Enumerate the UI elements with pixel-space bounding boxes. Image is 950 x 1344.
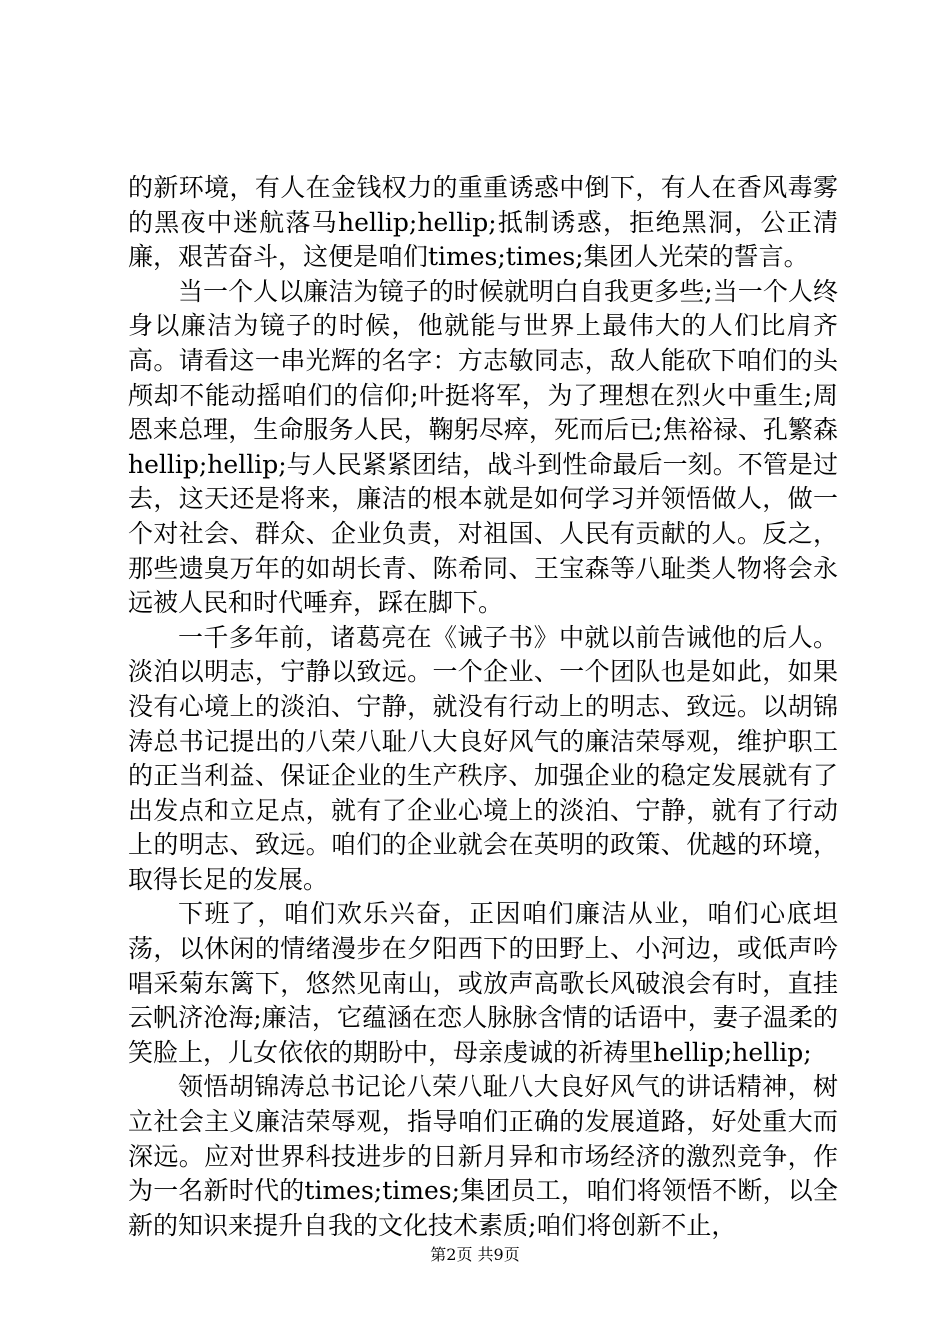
- page-number-footer: 第2页 共9页: [430, 1245, 520, 1264]
- paragraph-1: 的新环境，有人在金钱权力的重重诱惑中倒下，有人在香风毒雾的黑夜中迷航落马hellip;hellip;抵制诱惑，拒绝黑洞，公正清廉，艰苦奋斗，这便是咱们times;times;集团人光荣的誓言。: [128, 173, 838, 272]
- paragraph-2: 当一个人以廉洁为镜子的时候就明白自我更多些;当一个人终身以廉洁为镜子的时候，他就能与世界上最伟大的人们比肩齐高。请看这一串光辉的名字：方志敏同志，敌人能砍下咱们的头颅却不能动摇咱们的信仰;叶挺将军，为了理想在烈火中重生;周恩来总理，生命服务人民，鞠躬尽瘁，死而后已;焦裕禄、孔繁森hellip;hellip;与人民紧紧团结，战斗到性命最后一刻。不管是过去，这天还是将来，廉洁的根本就是如何学习并领悟做人，做一个对社会、群众、企业负责，对祖国、人民有贡献的人。反之，那些遗臭万年的如胡长青、陈希同、王宝森等八耻类人物将会永远被人民和时代唾弃，踩在脚下。: [128, 276, 838, 618]
- paragraph-4: 下班了，咱们欢乐兴奋，正因咱们廉洁从业，咱们心底坦荡，以休闲的情绪漫步在夕阳西下的田野上、小河边，或低声吟唱采菊东篱下，悠然见南山，或放声高歌长风破浪会有时，直挂云帆济沧海;廉洁，它蕴涵在恋人脉脉含情的话语中，妻子温柔的笑脸上，儿女依依的期盼中，母亲虔诚的祈祷里hellip;hellip;: [128, 899, 838, 1067]
- paragraph-5: 领悟胡锦涛总书记论八荣八耻八大良好风气的讲话精神，树立社会主义廉洁荣辱观，指导咱们正确的发展道路，好处重大而深远。应对世界科技进步的日新月异和市场经济的激烈竞争，作为一名新时代的times;times;集团员工，咱们将领悟不断，以全新的知识来提升自我的文化技术素质;咱们将创新不止，: [128, 1072, 838, 1240]
- paragraph-3: 一千多年前，诸葛亮在《诫子书》中就以前告诫他的后人。淡泊以明志，宁静以致远。一个企业、一个团队也是如此，如果没有心境上的淡泊、宁静，就没有行动上的明志、致远。以胡锦涛总书记提出的八荣八耻八大良好风气的廉洁荣辱观，维护职工的正当利益、保证企业的生产秩序、加强企业的稳定发展就有了出发点和立足点，就有了企业心境上的淡泊、宁静，就有了行动上的明志、致远。咱们的企业就会在英明的政策、优越的环境，取得长足的发展。: [128, 622, 838, 894]
- document-body: [128, 171, 838, 1243]
